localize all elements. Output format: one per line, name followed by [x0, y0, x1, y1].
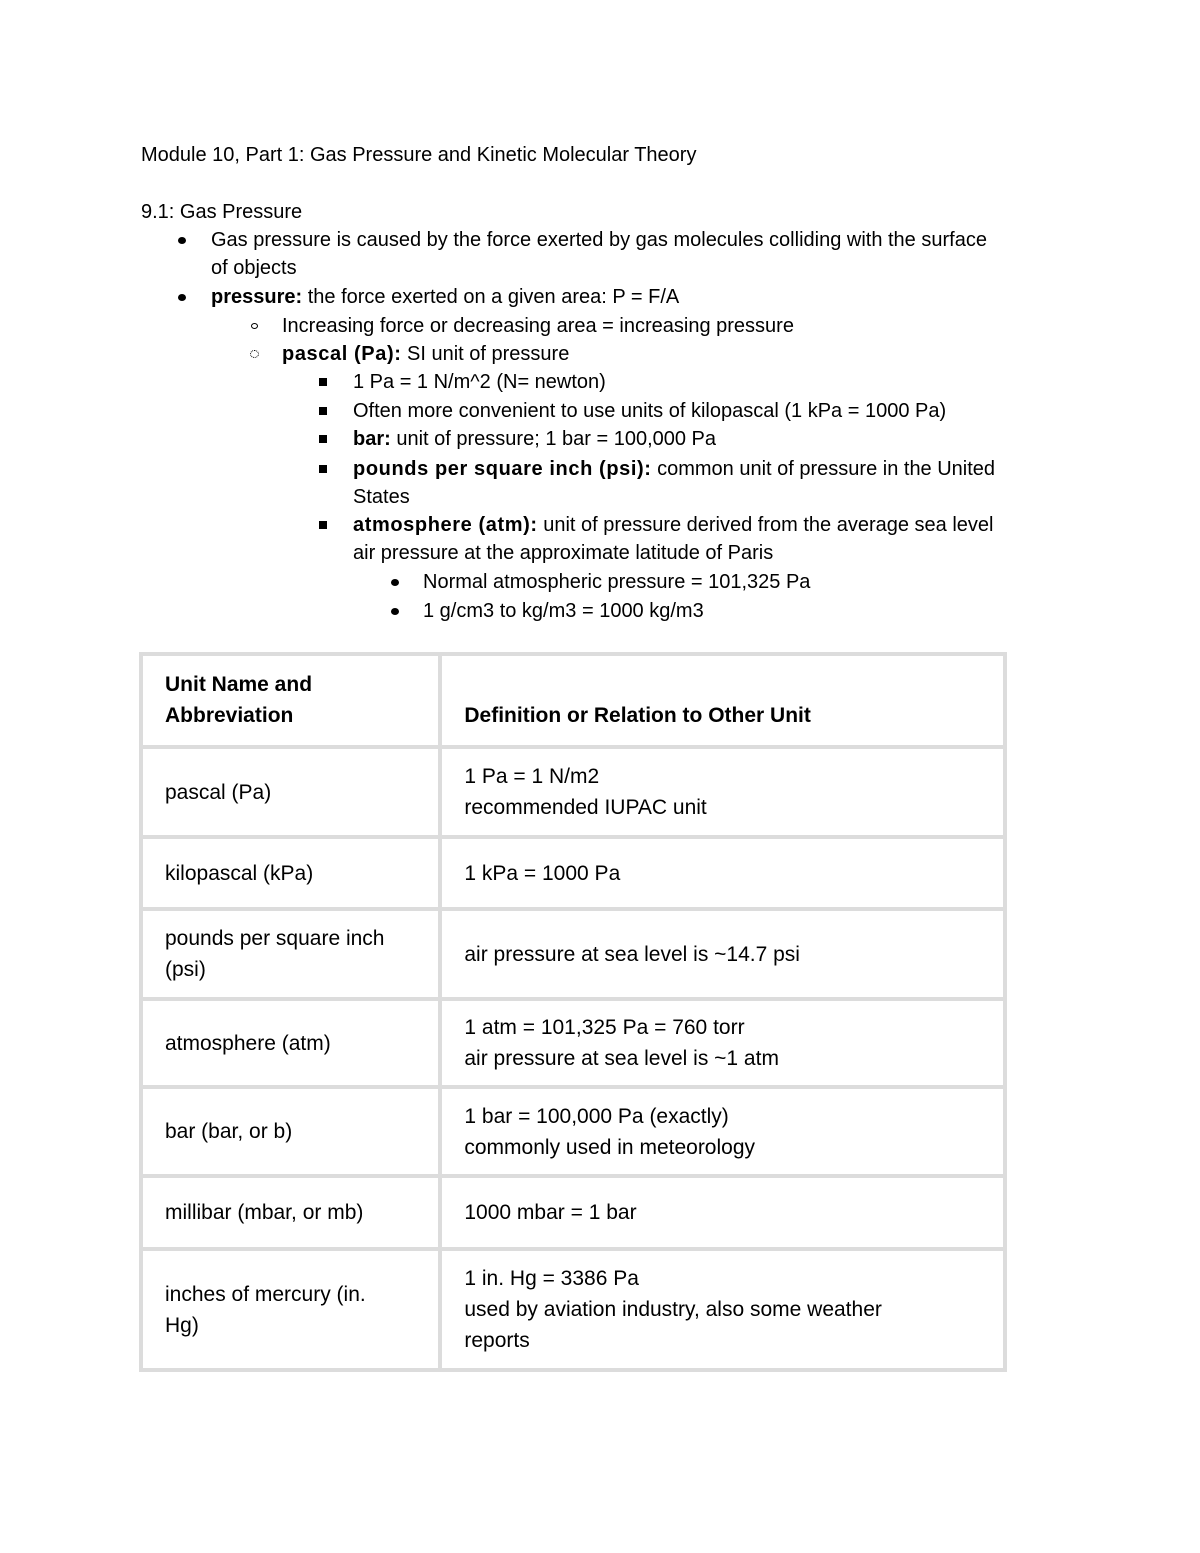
- term-pressure: pressure:: [211, 286, 303, 308]
- unit-name-cell: inches of mercury (in. Hg): [141, 1249, 440, 1370]
- bullet-text-continued: of objects: [211, 257, 297, 279]
- definition-cell: 1000 mbar = 1 bar: [440, 1176, 1005, 1249]
- bullet-pascal: [282, 340, 569, 368]
- unit-name-cell: pounds per square inch (psi): [141, 909, 440, 999]
- table-row: [141, 1176, 1005, 1249]
- definition-pascal: SI unit of pressure: [401, 343, 570, 365]
- table-row: [141, 747, 1005, 837]
- square-bullet-icon: [318, 520, 328, 530]
- term-psi: pounds per square inch (psi):: [353, 458, 652, 480]
- bullet-text: Increasing force or decreasing area = increasing pressure: [282, 315, 794, 337]
- bullet-atm: [353, 511, 994, 539]
- disc-bullet-icon: [390, 606, 400, 616]
- unit-name-cell: bar (bar, or b): [141, 1087, 440, 1176]
- definition-cell: 1 in. Hg = 3386 Pa used by aviation industry, also some weather reports: [440, 1249, 1005, 1370]
- table-row: [141, 1087, 1005, 1176]
- definition-cell: 1 kPa = 1000 Pa: [440, 837, 1005, 909]
- square-bullet-icon: [318, 406, 328, 416]
- unit-name-cell: pascal (Pa): [141, 747, 440, 837]
- pressure-units-table: [139, 652, 1007, 1372]
- square-bullet-icon: [318, 377, 328, 387]
- definition-cell: air pressure at sea level is ~14.7 psi: [440, 909, 1005, 999]
- disc-bullet-icon: [177, 292, 187, 302]
- unit-name-cell: atmosphere (atm): [141, 999, 440, 1087]
- term-pascal: pascal (Pa):: [282, 343, 402, 365]
- bullet-bar: [353, 425, 716, 453]
- unit-name-cell: millibar (mbar, or mb): [141, 1176, 440, 1249]
- disc-bullet-icon: [390, 577, 400, 587]
- bullet-text: 1 Pa = 1 N/m^2 (N= newton): [353, 371, 606, 393]
- disc-bullet-icon: [177, 235, 187, 245]
- bullet-text: Often more convenient to use units of kilopascal (1 kPa = 1000 Pa): [353, 400, 947, 422]
- definition-bar: unit of pressure; 1 bar = 100,000 Pa: [390, 428, 717, 450]
- definition-cell: 1 Pa = 1 N/m2 recommended IUPAC unit: [440, 747, 1005, 837]
- bullet-text: Normal atmospheric pressure = 101,325 Pa: [423, 571, 811, 593]
- unit-name-cell: kilopascal (kPa): [141, 837, 440, 909]
- definition-psi: common unit of pressure in the United: [651, 458, 996, 480]
- square-bullet-icon: [318, 464, 328, 474]
- definition-atm: unit of pressure derived from the average sea level: [537, 514, 994, 536]
- bullet-text-continued: air pressure at the approximate latitude of Paris: [353, 542, 774, 564]
- square-bullet-icon: [318, 434, 328, 444]
- dotted-circle-bullet-icon: [249, 349, 259, 359]
- bullet-psi: [353, 455, 995, 483]
- bullet-text: Gas pressure is caused by the force exerted by gas molecules colliding with the surface: [211, 229, 987, 251]
- table-row: [141, 1249, 1005, 1370]
- header-unit-name: Unit Name and Abbreviation: [141, 654, 440, 747]
- table-row: [141, 999, 1005, 1087]
- bullet-text: 1 g/cm3 to kg/m3 = 1000 kg/m3: [423, 600, 704, 622]
- definition-cell: 1 atm = 101,325 Pa = 760 torr air pressure at sea level is ~1 atm: [440, 999, 1005, 1087]
- header-definition: Definition or Relation to Other Unit: [440, 654, 1005, 747]
- document-title: Module 10, Part 1: Gas Pressure and Kinetic Molecular Theory: [141, 144, 697, 166]
- table-row: [141, 909, 1005, 999]
- term-bar: bar:: [353, 428, 391, 450]
- section-heading: 9.1: Gas Pressure: [141, 201, 303, 223]
- table-header-row: [141, 654, 1005, 747]
- bullet-text-continued: States: [353, 486, 410, 508]
- circle-bullet-icon: [249, 321, 259, 331]
- definition-pressure: the force exerted on a given area: P = F/A: [302, 286, 680, 308]
- bullet-pressure: [211, 283, 679, 311]
- term-atm: atmosphere (atm):: [353, 514, 538, 536]
- table-row: [141, 837, 1005, 909]
- definition-cell: 1 bar = 100,000 Pa (exactly) commonly used in meteorology: [440, 1087, 1005, 1176]
